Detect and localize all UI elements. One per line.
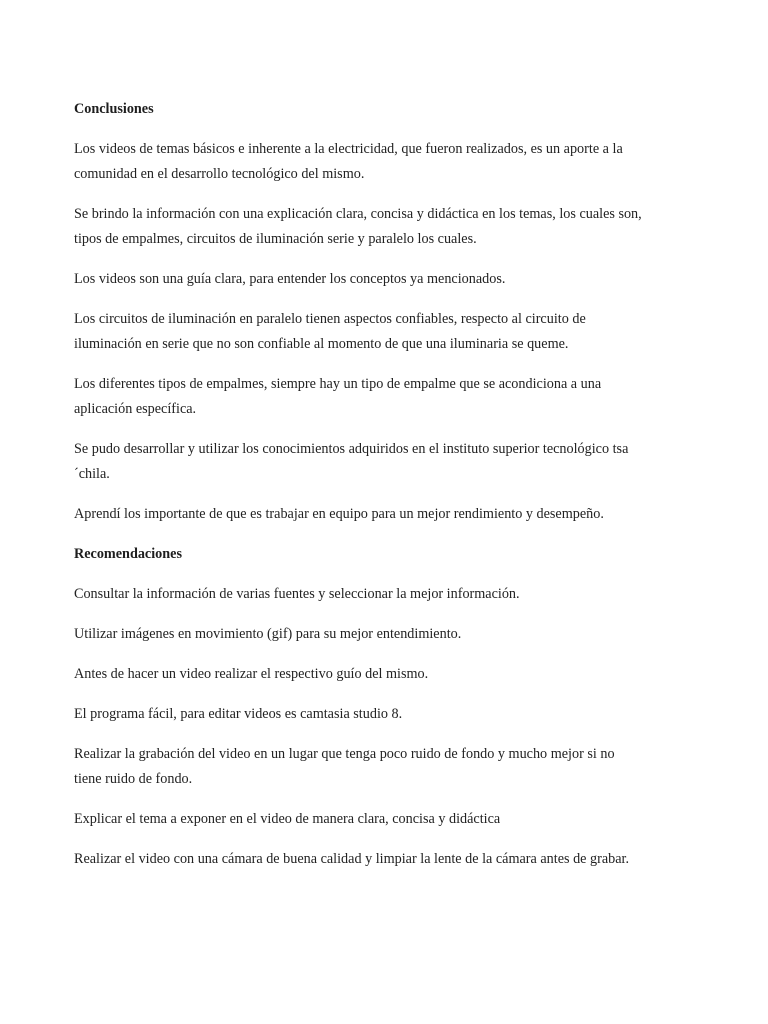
conclusion-paragraph-5: Los diferentes tipos de empalmes, siempre hay un tipo de empalme que se acondiciona a una aplicación específica. bbox=[74, 376, 602, 417]
recommendations-heading: Recomendaciones bbox=[74, 546, 182, 562]
recommendation-paragraph-3: Antes de hacer un video realizar el respectivo guío del mismo. bbox=[74, 666, 429, 682]
conclusion-paragraph-6: Se pudo desarrollar y utilizar los conocimientos adquiridos en el instituto superior tecnológico tsa ´chila. bbox=[74, 441, 629, 482]
recommendation-paragraph-5: Realizar la grabación del video en un lugar que tenga poco ruido de fondo y mucho mejor si no tiene ruido de fondo. bbox=[74, 746, 615, 787]
conclusion-paragraph-2: Se brindo la información con una explicación clara, concisa y didáctica en los temas, los cuales son, tipos de empalmes, circuitos de iluminación serie y paralelo los cuales. bbox=[74, 206, 642, 247]
conclusion-paragraph-1: Los videos de temas básicos e inherente a la electricidad, que fueron realizados, es un aporte a la comunidad en el desarrollo tecnológico del mismo. bbox=[74, 141, 623, 182]
conclusion-paragraph-3: Los videos son una guía clara, para entender los conceptos ya mencionados. bbox=[74, 271, 506, 287]
recommendation-paragraph-4: El programa fácil, para editar videos es camtasia studio 8. bbox=[74, 706, 403, 722]
conclusion-paragraph-7: Aprendí los importante de que es trabajar en equipo para un mejor rendimiento y desempeño. bbox=[74, 506, 604, 522]
document-body bbox=[74, 97, 696, 887]
conclusions-heading: Conclusiones bbox=[74, 101, 154, 117]
recommendation-paragraph-7: Realizar el video con una cámara de buena calidad y limpiar la lente de la cámara antes de grabar. bbox=[74, 851, 630, 867]
conclusion-paragraph-4: Los circuitos de iluminación en paralelo tienen aspectos confiables, respecto al circuito de iluminación en serie que no son confiable al momento de que una iluminaria se queme. bbox=[74, 311, 586, 352]
recommendation-paragraph-6: Explicar el tema a exponer en el video de manera clara, concisa y didáctica bbox=[74, 811, 501, 827]
recommendation-paragraph-2: Utilizar imágenes en movimiento (gif) para su mejor entendimiento. bbox=[74, 626, 462, 642]
recommendation-paragraph-1: Consultar la información de varias fuentes y seleccionar la mejor información. bbox=[74, 586, 520, 602]
